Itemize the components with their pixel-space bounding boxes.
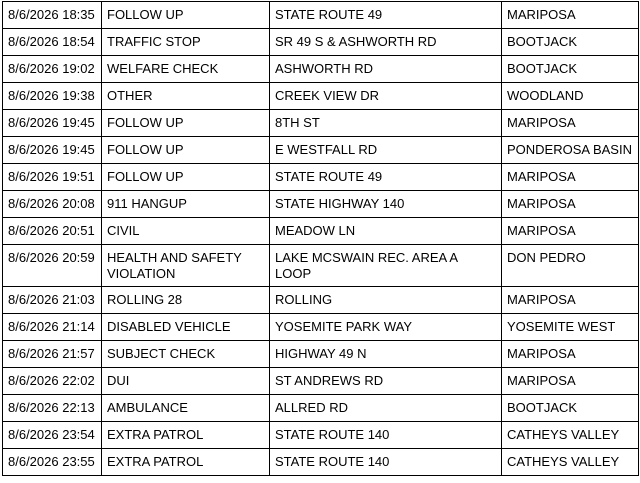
- cell-datetime: 8/6/2026 20:08: [3, 191, 102, 218]
- cell-call-type: FOLLOW UP: [102, 2, 270, 29]
- cell-call-type: TRAFFIC STOP: [102, 29, 270, 56]
- table-row: [3, 368, 639, 395]
- table-row: [3, 191, 639, 218]
- cell-call-type: AMBULANCE: [102, 395, 270, 422]
- cell-area: MARIPOSA: [502, 287, 639, 314]
- cell-call-type: EXTRA PATROL: [102, 449, 270, 476]
- table-row: [3, 164, 639, 191]
- table-row: [3, 287, 639, 314]
- cell-area: BOOTJACK: [502, 56, 639, 83]
- cell-datetime: 8/6/2026 18:54: [3, 29, 102, 56]
- cell-location: MEADOW LN: [270, 218, 502, 245]
- cell-location: E WESTFALL RD: [270, 137, 502, 164]
- table-row: [3, 29, 639, 56]
- cell-call-type: ROLLING 28: [102, 287, 270, 314]
- cell-datetime: 8/6/2026 19:51: [3, 164, 102, 191]
- cell-call-type: FOLLOW UP: [102, 164, 270, 191]
- cell-datetime: 8/6/2026 23:55: [3, 449, 102, 476]
- cell-call-type: 911 HANGUP: [102, 191, 270, 218]
- table-row: [3, 137, 639, 164]
- table-row: [3, 218, 639, 245]
- cell-datetime: 8/6/2026 20:51: [3, 218, 102, 245]
- cell-call-type: FOLLOW UP: [102, 137, 270, 164]
- cell-area: WOODLAND: [502, 83, 639, 110]
- cell-area: MARIPOSA: [502, 110, 639, 137]
- cell-location: ST ANDREWS RD: [270, 368, 502, 395]
- cell-datetime: 8/6/2026 20:59: [3, 245, 102, 287]
- cell-area: PONDEROSA BASIN: [502, 137, 639, 164]
- table-row: [3, 245, 639, 287]
- cell-area: BOOTJACK: [502, 29, 639, 56]
- table-row: [3, 110, 639, 137]
- cell-location: SR 49 S & ASHWORTH RD: [270, 29, 502, 56]
- cell-call-type: HEALTH AND SAFETY VIOLATION: [102, 245, 270, 287]
- cell-area: MARIPOSA: [502, 341, 639, 368]
- cell-location: ALLRED RD: [270, 395, 502, 422]
- cell-datetime: 8/6/2026 19:38: [3, 83, 102, 110]
- cell-datetime: 8/6/2026 19:02: [3, 56, 102, 83]
- cell-call-type: FOLLOW UP: [102, 110, 270, 137]
- cell-area: CATHEYS VALLEY: [502, 422, 639, 449]
- table-row: [3, 422, 639, 449]
- cell-area: MARIPOSA: [502, 368, 639, 395]
- cell-area: CATHEYS VALLEY: [502, 449, 639, 476]
- cell-location: ROLLING: [270, 287, 502, 314]
- table-row: [3, 449, 639, 476]
- cell-datetime: 8/6/2026 23:54: [3, 422, 102, 449]
- cell-area: MARIPOSA: [502, 191, 639, 218]
- cell-area: MARIPOSA: [502, 218, 639, 245]
- cell-location: 8TH ST: [270, 110, 502, 137]
- cell-location: STATE ROUTE 49: [270, 164, 502, 191]
- cell-location: STATE ROUTE 140: [270, 422, 502, 449]
- table-row: [3, 395, 639, 422]
- cell-call-type: SUBJECT CHECK: [102, 341, 270, 368]
- call-log-body: [3, 2, 639, 476]
- cell-location: HIGHWAY 49 N: [270, 341, 502, 368]
- cell-area: YOSEMITE WEST: [502, 314, 639, 341]
- call-log-table: [2, 1, 639, 476]
- cell-area: BOOTJACK: [502, 395, 639, 422]
- cell-datetime: 8/6/2026 21:03: [3, 287, 102, 314]
- cell-datetime: 8/6/2026 19:45: [3, 137, 102, 164]
- cell-location: LAKE MCSWAIN REC. AREA A LOOP: [270, 245, 502, 287]
- cell-call-type: EXTRA PATROL: [102, 422, 270, 449]
- table-row: [3, 341, 639, 368]
- cell-call-type: OTHER: [102, 83, 270, 110]
- cell-call-type: WELFARE CHECK: [102, 56, 270, 83]
- table-row: [3, 83, 639, 110]
- table-row: [3, 314, 639, 341]
- cell-datetime: 8/6/2026 18:35: [3, 2, 102, 29]
- cell-datetime: 8/6/2026 22:02: [3, 368, 102, 395]
- cell-location: ASHWORTH RD: [270, 56, 502, 83]
- table-row: [3, 2, 639, 29]
- cell-datetime: 8/6/2026 19:45: [3, 110, 102, 137]
- cell-location: STATE HIGHWAY 140: [270, 191, 502, 218]
- table-row: [3, 56, 639, 83]
- cell-datetime: 8/6/2026 21:14: [3, 314, 102, 341]
- cell-call-type: DUI: [102, 368, 270, 395]
- cell-area: DON PEDRO: [502, 245, 639, 287]
- cell-location: STATE ROUTE 49: [270, 2, 502, 29]
- cell-call-type: DISABLED VEHICLE: [102, 314, 270, 341]
- cell-area: MARIPOSA: [502, 164, 639, 191]
- cell-datetime: 8/6/2026 21:57: [3, 341, 102, 368]
- cell-location: STATE ROUTE 140: [270, 449, 502, 476]
- cell-location: CREEK VIEW DR: [270, 83, 502, 110]
- cell-area: MARIPOSA: [502, 2, 639, 29]
- cell-call-type: CIVIL: [102, 218, 270, 245]
- cell-location: YOSEMITE PARK WAY: [270, 314, 502, 341]
- cell-datetime: 8/6/2026 22:13: [3, 395, 102, 422]
